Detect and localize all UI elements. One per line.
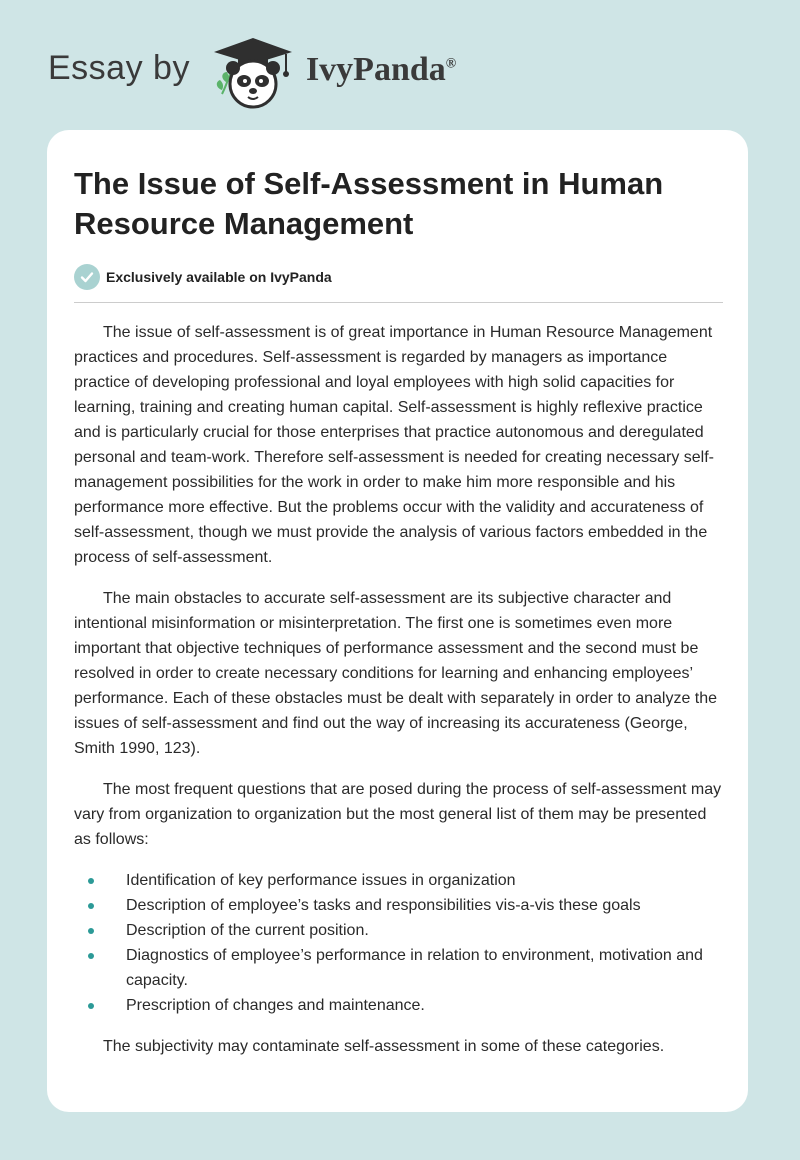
essay-by-label: Essay by [48,48,190,87]
essay-card [47,130,748,1112]
check-circle-icon [74,264,100,290]
list-item: Description of employee’s tasks and responsibilities vis-a-vis these goals [74,893,724,918]
bullet-dot-icon [88,903,94,909]
paragraph: The most frequent questions that are posed during the process of self-assessment may vary from organization to organization but the most general list of them may be presented as follows: [74,781,722,848]
bullet-list [74,868,724,1018]
page-title: The Issue of Self-Assessment in Human Resource Management [74,166,664,241]
essay-body [74,320,724,1075]
list-item: Diagnostics of employee’s performance in relation to environment, motivation and capacity. [74,943,724,993]
registered-mark: ® [445,56,457,72]
divider [74,302,723,303]
bullet-dot-icon [88,878,94,884]
closing-paragraph: The subjectivity may contaminate self-assessment in some of these categories. [103,1038,665,1055]
paragraph: The main obstacles to accurate self-assessment are its subjective character and intentional misinformation or misinterpretation. The first one is sometimes even more important that objective techniques of performance assessment and the second must be resolved in order to create necessary conditions for learning and enhancing employees’ performance. Each of these obstacles must be dealt with separately in order to analyze the issues of self-assessment and find out the way of increasing its accurateness (George, Smith 1990, 123). [74,590,718,757]
site-header [48,34,456,110]
panda-logo-icon[interactable] [208,34,298,110]
exclusive-badge-label: Exclusively available on IvyPanda [106,269,332,285]
bullet-dot-icon [88,953,94,959]
list-item: Description of the current position. [74,918,724,943]
list-item: Prescription of changes and maintenance. [74,993,724,1018]
bullet-dot-icon [88,1003,94,1009]
exclusive-badge [74,264,332,290]
list-item: Identification of key performance issues in organization [74,868,724,893]
paragraph: The issue of self-assessment is of great importance in Human Resource Management practices and procedures. Self-assessment is regarded by managers as importance practice of developing professional and loyal employees with high solid capacities for learning, training and creating human capital. Self-assessment is highly reflexive practice and is particularly crucial for those enterprises that practice autonomous and deregulated personal and team-work. Therefore self-assessment is needed for creating necessary self-management possibilities for the work in order to make him more responsible and his performance more effective. But the problems occur with the validity and accurateness of self-assessment, though we must provide the analysis of various factors embedded in the process of self-assessment. [74,324,715,566]
brand-name[interactable]: IvyPanda® [305,51,457,88]
bullet-dot-icon [88,928,94,934]
